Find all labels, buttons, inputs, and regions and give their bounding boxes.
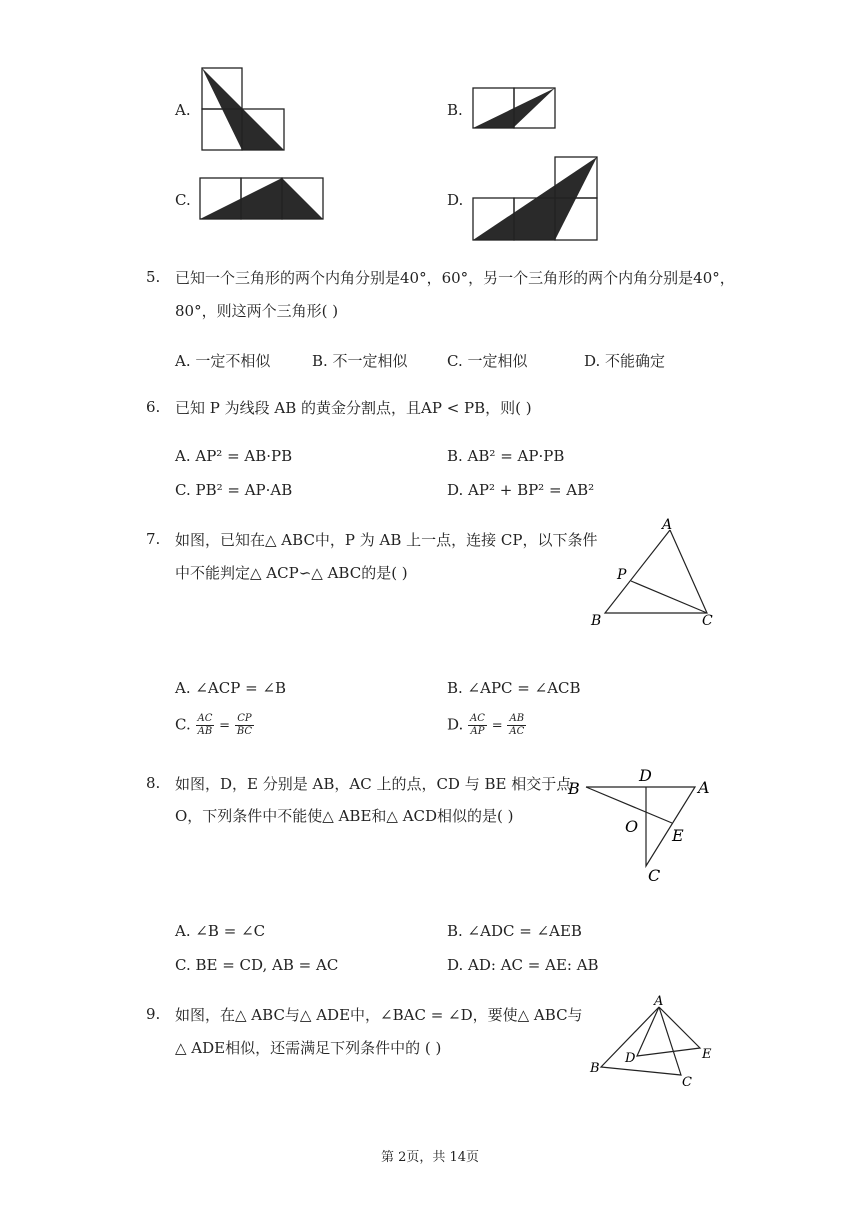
q7-option-c-frac-left: $\frac{AC}{AB}$	[197, 713, 213, 737]
q8-option-d: D. AD: AC = AE: AB	[447, 956, 599, 974]
q9-text-line1: 如图，在△ ABC与△ ADE中，∠BAC = ∠D，要使△ ABC与	[175, 1006, 583, 1024]
q6-number: 6.	[146, 398, 161, 416]
q8-label-b: B	[568, 779, 580, 798]
q7-triangle-figure	[585, 515, 720, 630]
q9-label-a: A	[654, 994, 664, 1009]
q5-text-line1: 已知一个三角形的两个内角分别是40°，60°，另一个三角形的两个内角分别是40°，	[175, 269, 735, 287]
q4-option-d-figure	[471, 155, 601, 243]
q7-label-c: C	[702, 613, 713, 629]
q4-option-c-figure	[198, 176, 326, 222]
q6-text: 已知 P 为线段 AB 的黄金分割点，且AP < PB，则( )	[175, 399, 532, 417]
q9-label-c: C	[682, 1075, 692, 1090]
q8-text-line2: O，下列条件中不能使△ ABE和△ ACD相似的是( )	[175, 807, 514, 825]
q8-label-e: E	[672, 826, 684, 845]
q4-option-c-label: C.	[175, 191, 191, 209]
q9-text-line2: △ ADE相似，还需满足下列条件中的 ( )	[175, 1039, 442, 1057]
q8-number: 8.	[146, 774, 161, 792]
q8-figure	[562, 765, 722, 890]
q8-label-o: O	[625, 817, 639, 836]
q6-option-c: C. PB² = AP·AB	[175, 481, 293, 499]
q9-figure	[585, 992, 720, 1092]
q7-number: 7.	[146, 530, 161, 548]
q8-label-d: D	[639, 766, 652, 785]
q8-label-c: C	[648, 866, 661, 885]
q8-option-c: C. BE = CD, AB = AC	[175, 956, 339, 974]
q9-number: 9.	[146, 1005, 161, 1023]
q7-option-d-letter: D.	[447, 715, 464, 734]
q5-number: 5.	[146, 268, 161, 286]
q4-option-b-label: B.	[447, 101, 463, 119]
q4-option-d-label: D.	[447, 191, 464, 209]
q7-option-d-equals: =	[491, 718, 503, 734]
q7-option-c-equals: =	[219, 718, 231, 734]
q7-option-c-frac-right: $\frac{CP}{BC}$	[236, 713, 253, 737]
q8-option-b: B. ∠ADC = ∠AEB	[447, 922, 582, 940]
q9-label-d: D	[625, 1051, 636, 1066]
q5-option-c: C. 一定相似	[447, 352, 528, 370]
q5-text-line2: 80°，则这两个三角形( )	[175, 302, 339, 320]
q9-label-b: B	[590, 1061, 600, 1076]
q7-option-d	[447, 713, 526, 738]
q7-option-d-frac-right: $\frac{AB}{AC}$	[509, 713, 525, 737]
q5-option-d: D. 不能确定	[584, 352, 666, 370]
q7-option-a: A. ∠ACP = ∠B	[175, 679, 287, 697]
q8-label-a: A	[698, 778, 710, 797]
q5-option-b: B. 不一定相似	[312, 352, 408, 370]
q8-option-a: A. ∠B = ∠C	[175, 922, 266, 940]
page-footer: 第 2页，共 14页	[380, 1150, 480, 1165]
q6-option-b: B. AB² = AP·PB	[447, 447, 565, 465]
q7-option-b: B. ∠APC = ∠ACB	[447, 679, 581, 697]
q7-label-p: P	[617, 567, 627, 583]
q7-text-line2: 中不能判定△ ACP∽△ ABC的是( )	[175, 564, 408, 582]
q7-text-line1: 如图，已知在△ ABC中，P 为 AB 上一点，连接 CP，以下条件	[175, 531, 598, 549]
q4-option-a-figure	[200, 66, 288, 154]
q6-option-a: A. AP² = AB·PB	[175, 447, 293, 465]
q7-option-d-frac-left: $\frac{AC}{AP}$	[470, 713, 485, 737]
q8-text-line1: 如图，D，E 分别是 AB，AC 上的点，CD 与 BE 相交于点	[175, 775, 572, 793]
q7-label-b: B	[591, 613, 602, 629]
q6-option-d: D. AP² + BP² = AB²	[447, 481, 595, 499]
q4-option-a-label: A.	[175, 101, 191, 119]
q4-option-b-figure	[471, 86, 557, 132]
q7-label-a: A	[662, 517, 673, 533]
q7-option-c-letter: C.	[175, 715, 191, 734]
q5-option-a: A. 一定不相似	[175, 352, 271, 370]
q9-label-e: E	[702, 1047, 712, 1062]
q7-option-c	[175, 713, 254, 738]
